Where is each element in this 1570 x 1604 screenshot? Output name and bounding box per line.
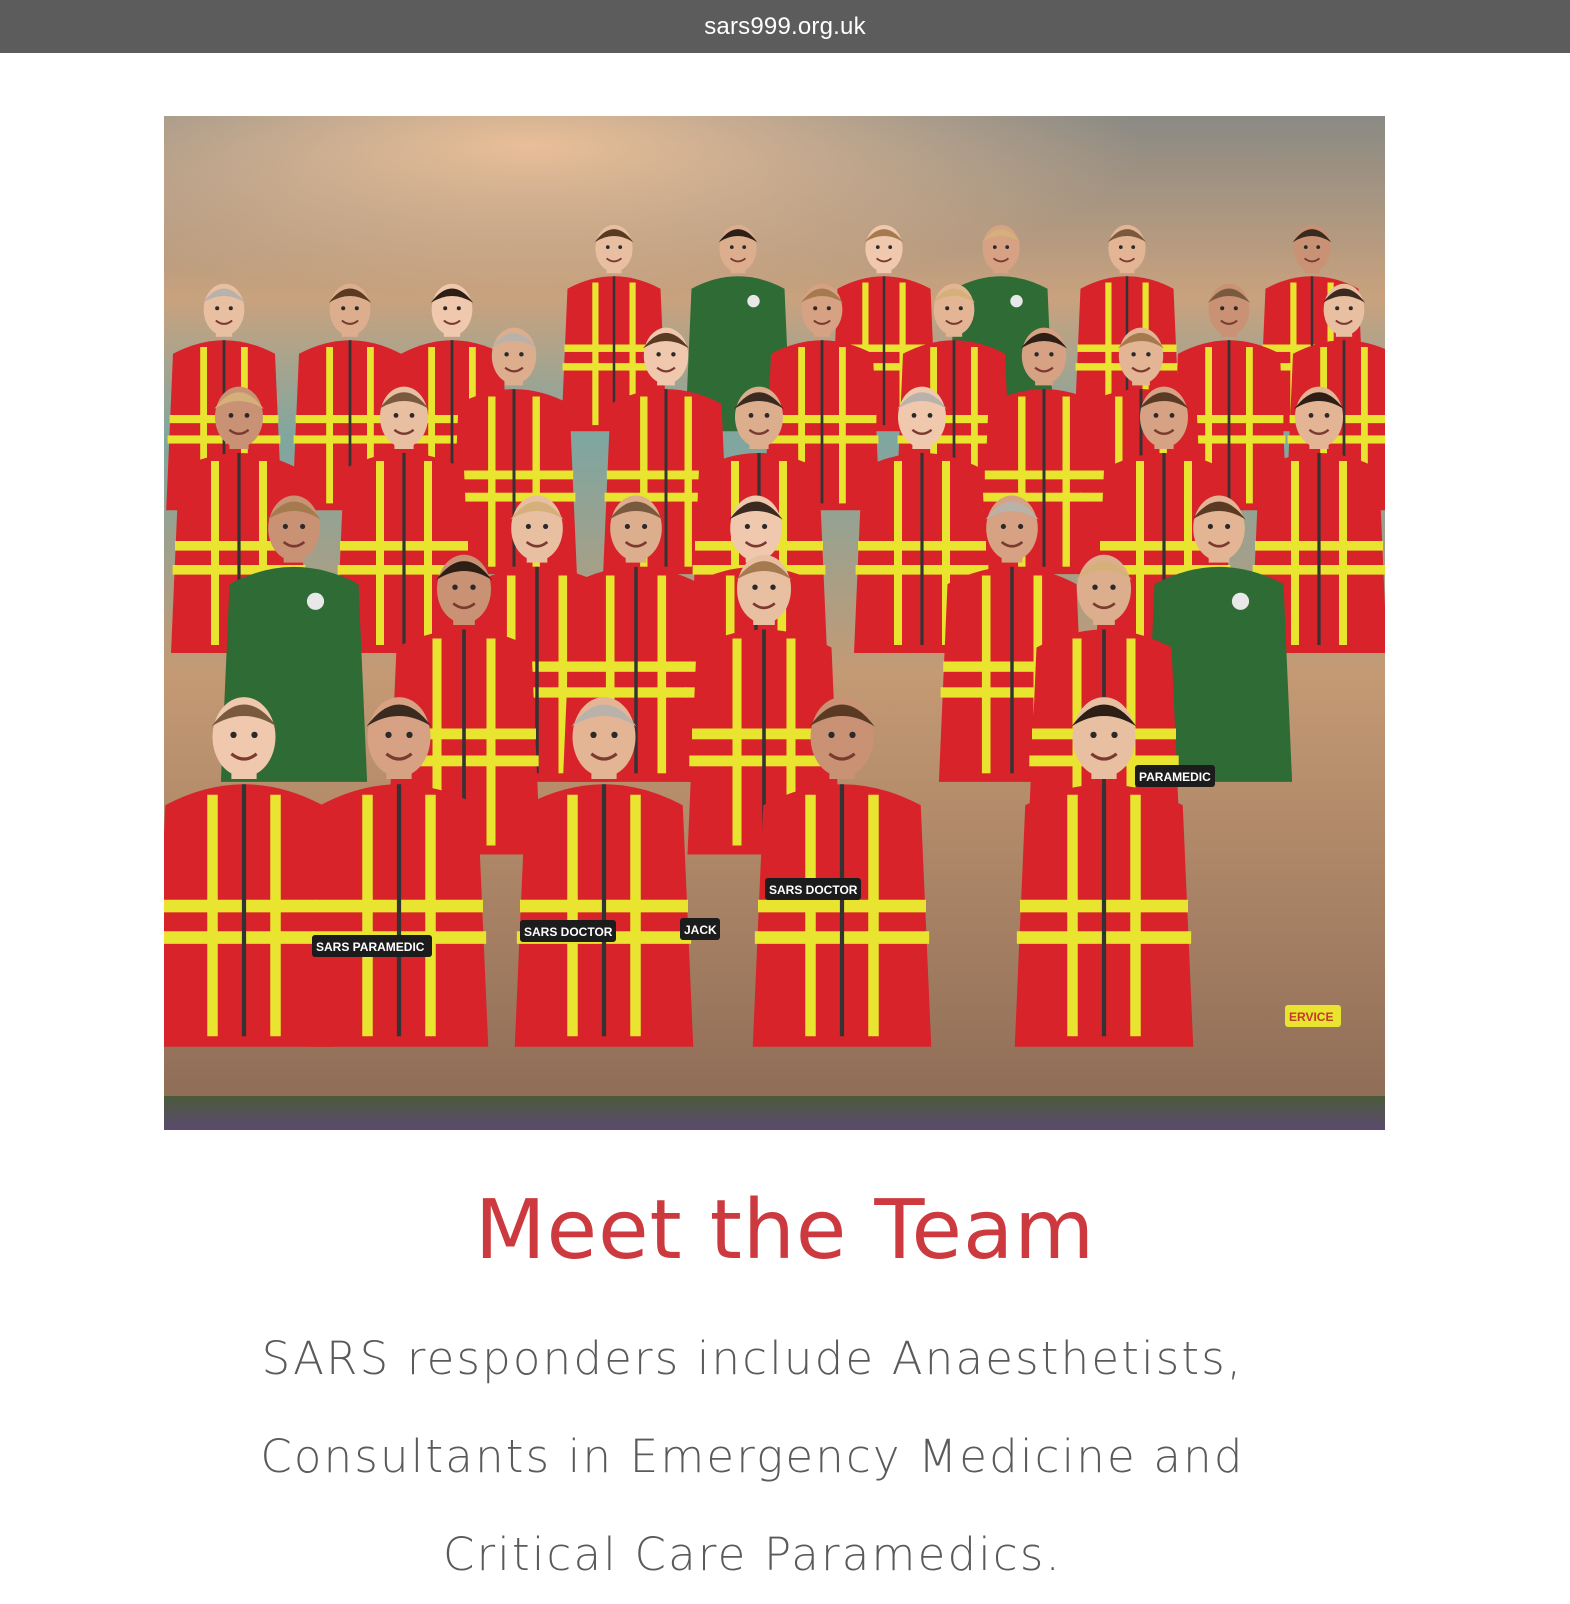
uniform-badge-label: SARS DOCTOR: [524, 925, 613, 939]
section-description: SARS responders include Anaesthetists, Consultants in Emergency Medicine and Critical Care Paramedics.: [260, 1332, 1245, 1581]
browser-address-bar[interactable]: [0, 0, 1570, 53]
page-title: Meet the Team: [474, 1183, 1096, 1278]
uniform-badge-label: SARS DOCTOR: [769, 883, 858, 897]
team-photo: [164, 116, 1385, 1130]
uniform-badge-label: JACK: [684, 923, 717, 937]
uniform-badge-label: SARS PARAMEDIC: [316, 940, 425, 954]
uniform-badge-label: PARAMEDIC: [1139, 770, 1211, 784]
url-text[interactable]: sars999.org.uk: [704, 12, 866, 40]
uniform-badge-label: ERVICE: [1289, 1010, 1334, 1024]
team-photo-graphic: [164, 116, 1385, 1130]
